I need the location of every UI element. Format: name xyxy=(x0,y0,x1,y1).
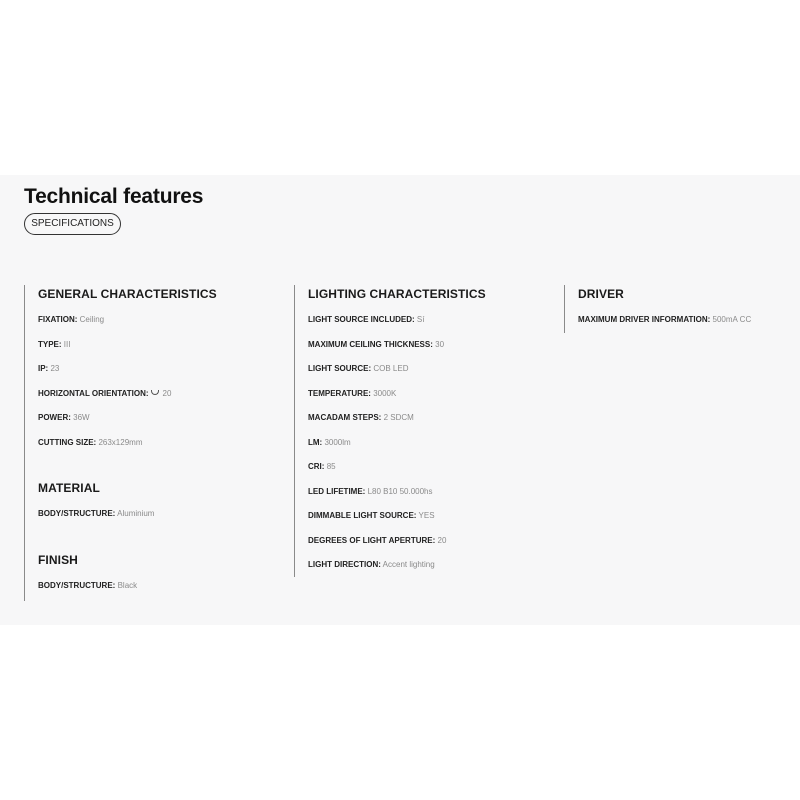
section-title-driver: DRIVER xyxy=(578,287,624,301)
spec-label: BODY/STRUCTURE: xyxy=(38,509,116,518)
spec-label: LIGHT SOURCE: xyxy=(308,364,372,373)
spec-value: Black xyxy=(117,580,138,590)
rotate-arc-icon xyxy=(151,390,159,395)
spec-row-led-lifetime xyxy=(308,486,549,511)
spec-value: COB LED xyxy=(373,364,409,373)
spec-row-degrees-light-aperture xyxy=(308,535,549,560)
spec-row-dimmable-light-source xyxy=(308,510,549,535)
spec-value: 36W xyxy=(73,413,90,422)
spec-label: CRI: xyxy=(308,462,325,471)
spec-value: L80 B10 50.000hs xyxy=(367,486,433,496)
section-title-lighting-characteristics: LIGHTING CHARACTERISTICS xyxy=(308,287,486,301)
spec-row-power xyxy=(38,412,279,437)
spec-row-light-source xyxy=(308,363,549,388)
spec-row-cutting-size xyxy=(38,437,279,462)
spec-row-body-structure-finish xyxy=(38,580,279,605)
spec-value: 30 xyxy=(435,339,445,349)
material-list xyxy=(38,508,279,533)
spec-label: CUTTING SIZE: xyxy=(38,437,97,447)
spec-label: LIGHT SOURCE INCLUDED: xyxy=(308,315,415,324)
spec-label: FIXATION: xyxy=(38,315,78,324)
spec-label: TYPE: xyxy=(38,339,62,349)
spec-row-temperature xyxy=(308,388,549,413)
tab-specifications[interactable]: SPECIFICATIONS xyxy=(24,213,121,235)
general-characteristics-list xyxy=(38,314,279,461)
column-driver xyxy=(564,285,800,333)
spec-label: LM: xyxy=(308,437,323,447)
spec-value: Aluminium xyxy=(117,509,155,518)
section-title-finish: FINISH xyxy=(38,552,78,567)
driver-list xyxy=(578,314,800,339)
column-general xyxy=(24,285,279,601)
lighting-characteristics-list xyxy=(308,314,549,584)
spec-value: 3000lm xyxy=(324,437,351,447)
spec-row-ip xyxy=(38,363,279,388)
spec-value: 2 SDCM xyxy=(383,413,414,422)
spec-label: MAXIMUM DRIVER INFORMATION: xyxy=(578,315,711,324)
spec-value: 20 xyxy=(437,535,447,545)
spec-row-macadam-steps xyxy=(308,412,549,437)
spec-row-cri xyxy=(308,461,549,486)
spec-label: LIGHT DIRECTION: xyxy=(308,560,381,569)
spec-value: YES xyxy=(418,511,435,520)
column-lighting xyxy=(294,285,549,577)
spec-value: Accent lighting xyxy=(382,560,435,569)
spec-label: MACADAM STEPS: xyxy=(308,413,382,422)
spec-value: 500mA CC xyxy=(712,315,752,324)
spec-value: 3000K xyxy=(373,388,397,398)
spec-label: IP: xyxy=(38,364,49,373)
spec-row-lm xyxy=(308,437,549,462)
spec-value: 23 xyxy=(50,364,60,373)
page-title: Technical features xyxy=(24,185,204,208)
spec-label: BODY/STRUCTURE: xyxy=(38,580,116,590)
spec-row-light-direction xyxy=(308,559,549,584)
spec-value: III xyxy=(63,339,71,349)
spec-value: Ceiling xyxy=(79,315,105,324)
spec-label: TEMPERATURE: xyxy=(308,388,371,398)
spec-label: POWER: xyxy=(38,413,71,422)
spec-label: DIMMABLE LIGHT SOURCE: xyxy=(308,511,417,520)
spec-row-fixation xyxy=(38,314,279,339)
spec-row-light-source-included xyxy=(308,314,549,339)
spec-value: 85 xyxy=(326,462,336,471)
spec-value: 263x129mm xyxy=(98,437,143,447)
spec-row-horizontal-orientation xyxy=(38,388,279,413)
spec-row-type xyxy=(38,339,279,364)
spec-label: LED LIFETIME: xyxy=(308,486,366,496)
spec-row-body-structure-material xyxy=(38,508,279,533)
spec-value: Sí xyxy=(416,315,425,324)
technical-features-panel xyxy=(0,175,800,625)
spec-label: DEGREES OF LIGHT APERTURE: xyxy=(308,535,436,545)
spec-row-max-ceiling-thickness xyxy=(308,339,549,364)
spec-row-max-driver-information xyxy=(578,314,800,339)
section-title-material: MATERIAL xyxy=(38,481,100,495)
spec-value: 20 xyxy=(162,388,172,398)
finish-list xyxy=(38,580,279,605)
spec-label: HORIZONTAL ORIENTATION: xyxy=(38,388,149,398)
section-title-general-characteristics: GENERAL CHARACTERISTICS xyxy=(38,287,217,301)
spec-label: MAXIMUM CEILING THICKNESS: xyxy=(308,339,433,349)
